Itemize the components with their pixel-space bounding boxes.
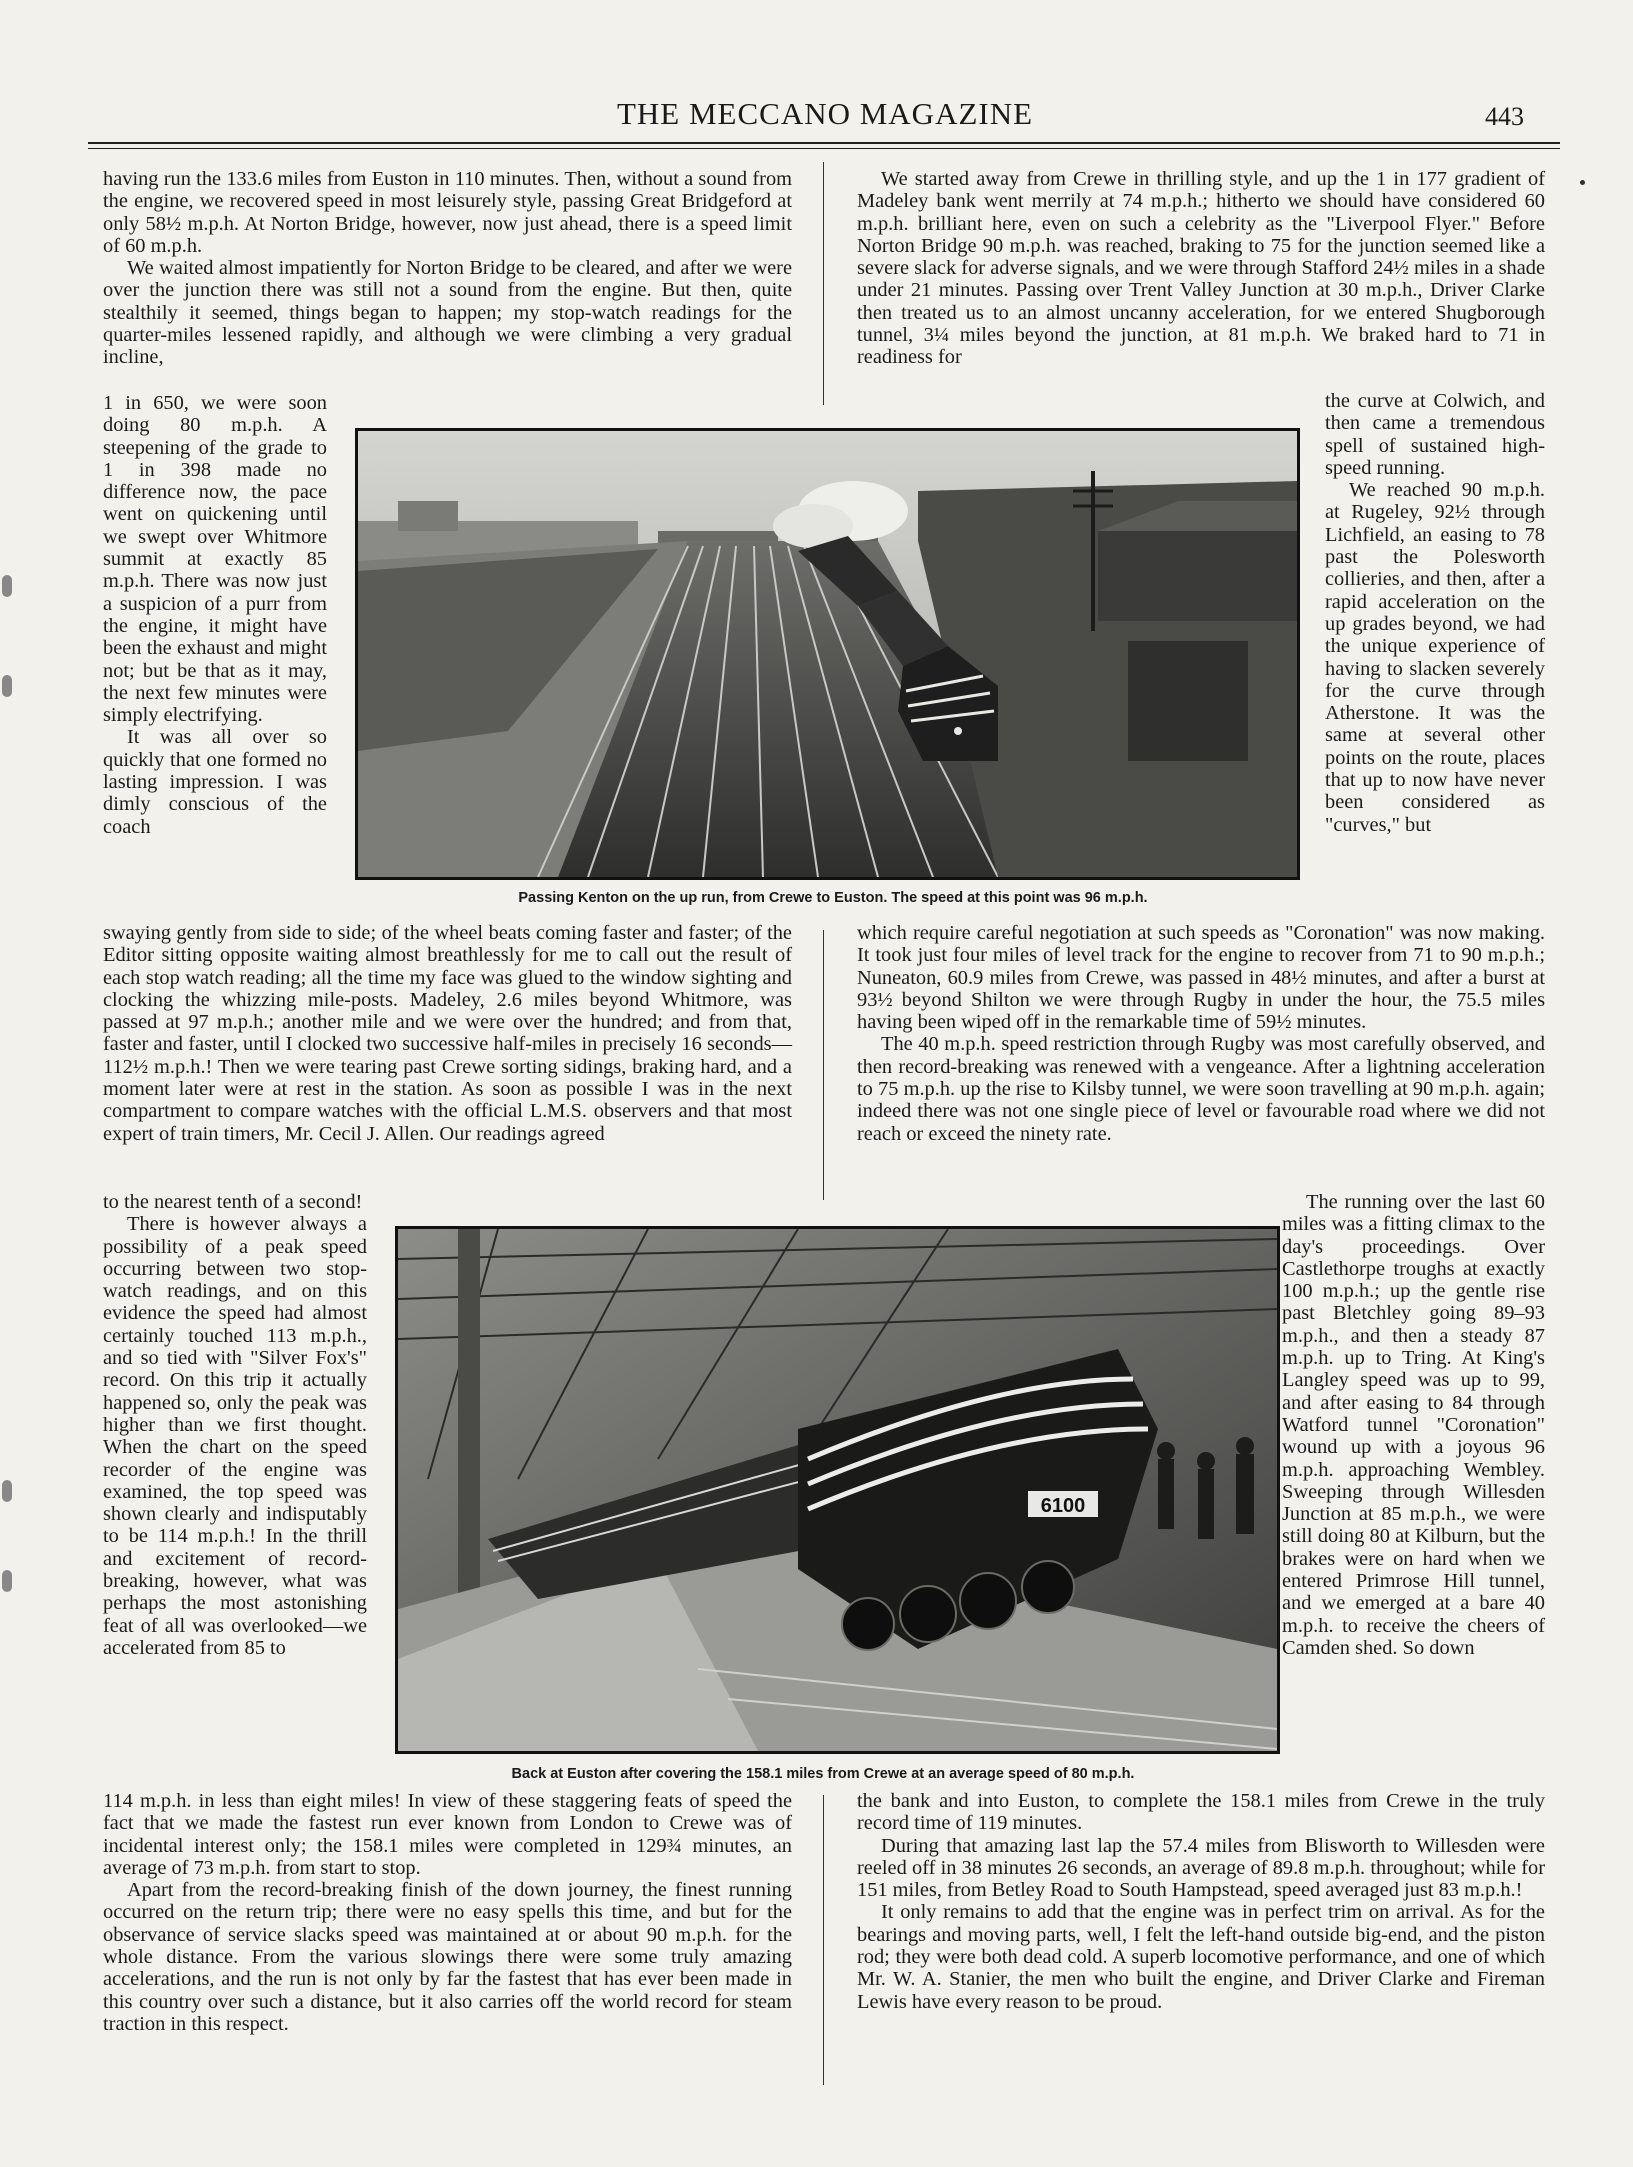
paragraph: During that amazing last lap the 57.4 miles from Blisworth to Willesden were reeled off in 38 minutes 26 seconds, an average of 89.8 m.p.h. throughout; while for 151 miles, from Betley Road to South Hampstead, speed averaged just 83 m.p.h.!: [857, 1834, 1545, 1902]
binding-mark: [2, 675, 12, 697]
paragraph: The 40 m.p.h. speed restriction through Rugby was most carefully observed, and then record-breaking was renewed with a vengeance. After a lightning acceleration to 75 m.p.h. up the rise to Kilsby tunnel, we were soon travelling at 90 m.p.h. again; indeed there was not one single piece of level or favourable road where we did not reach or exceed the ninety rate.: [857, 1033, 1545, 1145]
paragraph: Apart from the record-breaking finish of the down journey, the finest running occurred on the return trip; there were no easy spells this time, and but for the observance of service slacks speed was maintained at or about 90 m.p.h. for the whole distance. From the various slowings there were some truly amazing accelerations, and the run is not only by far the fastest that has ever been made in this country over such a distance, but it also carries off the world record for steam traction in this respect.: [103, 1879, 792, 2035]
paragraph: swaying gently from side to side; of the wheel beats coming faster and faster; of the Editor sitting opposite waiting almost breathlessly for me to call out the result of each stop watch reading; all the time my face was glued to the window sighting and clocking the whizzing mile-posts. Madeley, 2.6 miles beyond Whitmore, was passed at 97 m.p.h.; another mile and we were over the hundred; and from that, faster and faster, until I clocked two successive half-miles in precisely 16 seconds—112½ m.p.h.! Then we were tearing past Crewe sorting sidings, braking hard, and a moment later were at rest in the station. As soon as possible I was in the next compartment to compare watches with the official L.M.S. observers and that most expert of train timers, Mr. Cecil J. Allen. Our readings agreed: [103, 922, 792, 1145]
left-narrow-text-1: [103, 392, 327, 838]
right-narrow-text-2: [1282, 1191, 1545, 1659]
engine-number: 6100: [1040, 1495, 1086, 1517]
paragraph: It was all over so quickly that one formed no lasting impression. I was dimly conscious of the coach: [103, 726, 327, 838]
column-divider: [823, 930, 824, 1200]
left-top-text: [103, 168, 792, 369]
paragraph: We waited almost impatiently for Norton Bridge to be cleared, and after we were over the junction there was still not a sound from the engine. But then, quite stealthily it seemed, things began to happen; my stop-watch readings for the quarter-miles lessened rapidly, and although we were climbing a very gradual incline,: [103, 257, 792, 369]
left-bottom-text: [103, 1790, 792, 2035]
kenton-train-illustration: [358, 431, 1297, 877]
binding-mark: [2, 575, 12, 597]
magazine-title: THE MECCANO MAGAZINE: [616, 96, 1034, 131]
paragraph: There is however always a possibility of a peak speed occurring between two stop-watch readings, and on this evidence the speed had almost certainly touched 113 m.p.h., and so tied with "Silver Fox's" record. On this trip it actually happened so, only the peak was higher than we first thought. When the chart on the speed recorder of the engine was examined, the top speed was shown clearly and indisputably to be 114 m.p.h.! In the thrill and excitement of record-breaking, however, what was perhaps the most astonishing feat of all was overlooked—we accelerated from 85 to: [103, 1213, 367, 1659]
column-divider: [823, 162, 824, 405]
page-number: 443: [1485, 102, 1524, 131]
paragraph: to the nearest tenth of a second!: [103, 1191, 363, 1213]
header-rule: [88, 142, 1560, 144]
euston-train-illustration: [398, 1229, 1277, 1751]
paragraph: which require careful negotiation at such speeds as "Coronation" was now making. It took just four miles of level track for the engine to recover from 71 to 90 m.p.h.; Nuneaton, 60.9 miles from Crewe, was passed in 48½ minutes, and after a burst at 93½ beyond Shilton we were through Rugby in under the hour, the 75.5 miles having been wiped off in the remarkable time of 59½ minutes.: [857, 922, 1545, 1034]
paragraph: It only remains to add that the engine was in perfect trim on arrival. As for the bearings and moving parts, well, I felt the left-hand outside big-end, and the piston rod; they were both dead cold. A superb locomotive performance, and one of which Mr. W. A. Stanier, the men who built the engine, and Driver Clarke and Fireman Lewis have every reason to be proud.: [857, 1901, 1545, 2013]
photo-caption-1: Passing Kenton on the up run, from Crewe to Euston. The speed at this point was 96 m.p.h.: [518, 890, 1148, 906]
margin-dot: [1580, 180, 1585, 185]
paragraph: We reached 90 m.p.h. at Rugeley, 92½ through Lichfield, an easing to 78 past the Polesworth collieries, and then, after a rapid acceleration on the up grades beyond, we had the unique experience of having to slacken severely for the curve through Atherstone. It was the same at several other points on the route, places that up to now have never been considered as "curves," but: [1325, 479, 1545, 836]
paragraph: The running over the last 60 miles was a fitting climax to the day's proceedings. Over Castlethorpe troughs at exactly 100 m.p.h.; up the gentle rise past Bletchley going 89–93 m.p.h., and then a steady 87 m.p.h. up to Tring. At King's Langley speed was up to 99, and after easing to 84 through Watford tunnel "Coronation" wound up with a joyous 96 m.p.h. approaching Wembley. Sweeping through Willesden Junction at 85 m.p.h., we were still doing 80 at Kilburn, but the brakes were on hard when we entered Primrose Hill tunnel, and we emerged at a bare 40 m.p.h. to receive the cheers of Camden shed. So down: [1282, 1191, 1545, 1659]
right-top-text: [857, 168, 1545, 369]
paragraph: the bank and into Euston, to complete the 158.1 miles from Crewe in the truly record time of 119 minutes.: [857, 1790, 1545, 1835]
binding-mark: [2, 1570, 12, 1592]
paragraph: the curve at Colwich, and then came a tremendous spell of sustained high-speed running.: [1325, 390, 1545, 479]
binding-mark: [2, 1480, 12, 1502]
paragraph: having run the 133.6 miles from Euston in 110 minutes. Then, without a sound from the engine, we recovered speed in most leisurely style, passing Great Bridgeford at only 58½ m.p.h. At Norton Bridge, however, now just ahead, there is a speed limit of 60 m.p.h.: [103, 168, 792, 257]
photo-kenton-train: [355, 428, 1300, 880]
paragraph: 1 in 650, we were soon doing 80 m.p.h. A steepening of the grade to 1 in 398 made no difference now, the pace went on quickening until we swept over Whitmore summit at exactly 85 m.p.h. There was now just a suspicion of a purr from the engine, it might have been the exhaust and might not; but be that as it may, the next few minutes were simply electrifying.: [103, 392, 327, 727]
right-middle-text: [857, 922, 1545, 1145]
column-divider: [823, 1795, 824, 2085]
page-header: [90, 96, 1560, 142]
right-narrow-text-1: [1325, 390, 1545, 836]
paragraph: We started away from Crewe in thrilling style, and up the 1 in 177 gradient of Madeley bank went merrily at 74 m.p.h.; hitherto we should have considered 60 m.p.h. brilliant here, even on such a celebrity as the "Liverpool Flyer." Before Norton Bridge 90 m.p.h. was reached, braking to 75 for the junction seemed like a severe slack for adverse signals, and we were through Stafford 24½ miles in a shade under 21 minutes. Passing over Trent Valley Junction at 30 m.p.h., Driver Clarke then treated us to an almost uncanny acceleration, for we entered Shugborough tunnel, 3¼ miles beyond the junction, at 81 m.p.h. We braked hard to 71 in readiness for: [857, 168, 1545, 369]
header-rule-thin: [88, 148, 1560, 149]
left-middle-text: [103, 922, 792, 1145]
right-bottom-text: [857, 1790, 1545, 2013]
paragraph: 114 m.p.h. in less than eight miles! In view of these staggering feats of speed the fact that we made the fastest run ever known from London to Crewe was of incidental interest only; the 158.1 miles were completed in 129¾ minutes, an average of 73 m.p.h. from start to stop.: [103, 1790, 792, 1879]
photo-euston-station: [395, 1226, 1280, 1754]
photo-caption-2: Back at Euston after covering the 158.1 miles from Crewe at an average speed of 80 m.p.h.: [511, 1766, 1135, 1782]
left-narrow-text-2: [103, 1191, 367, 1659]
